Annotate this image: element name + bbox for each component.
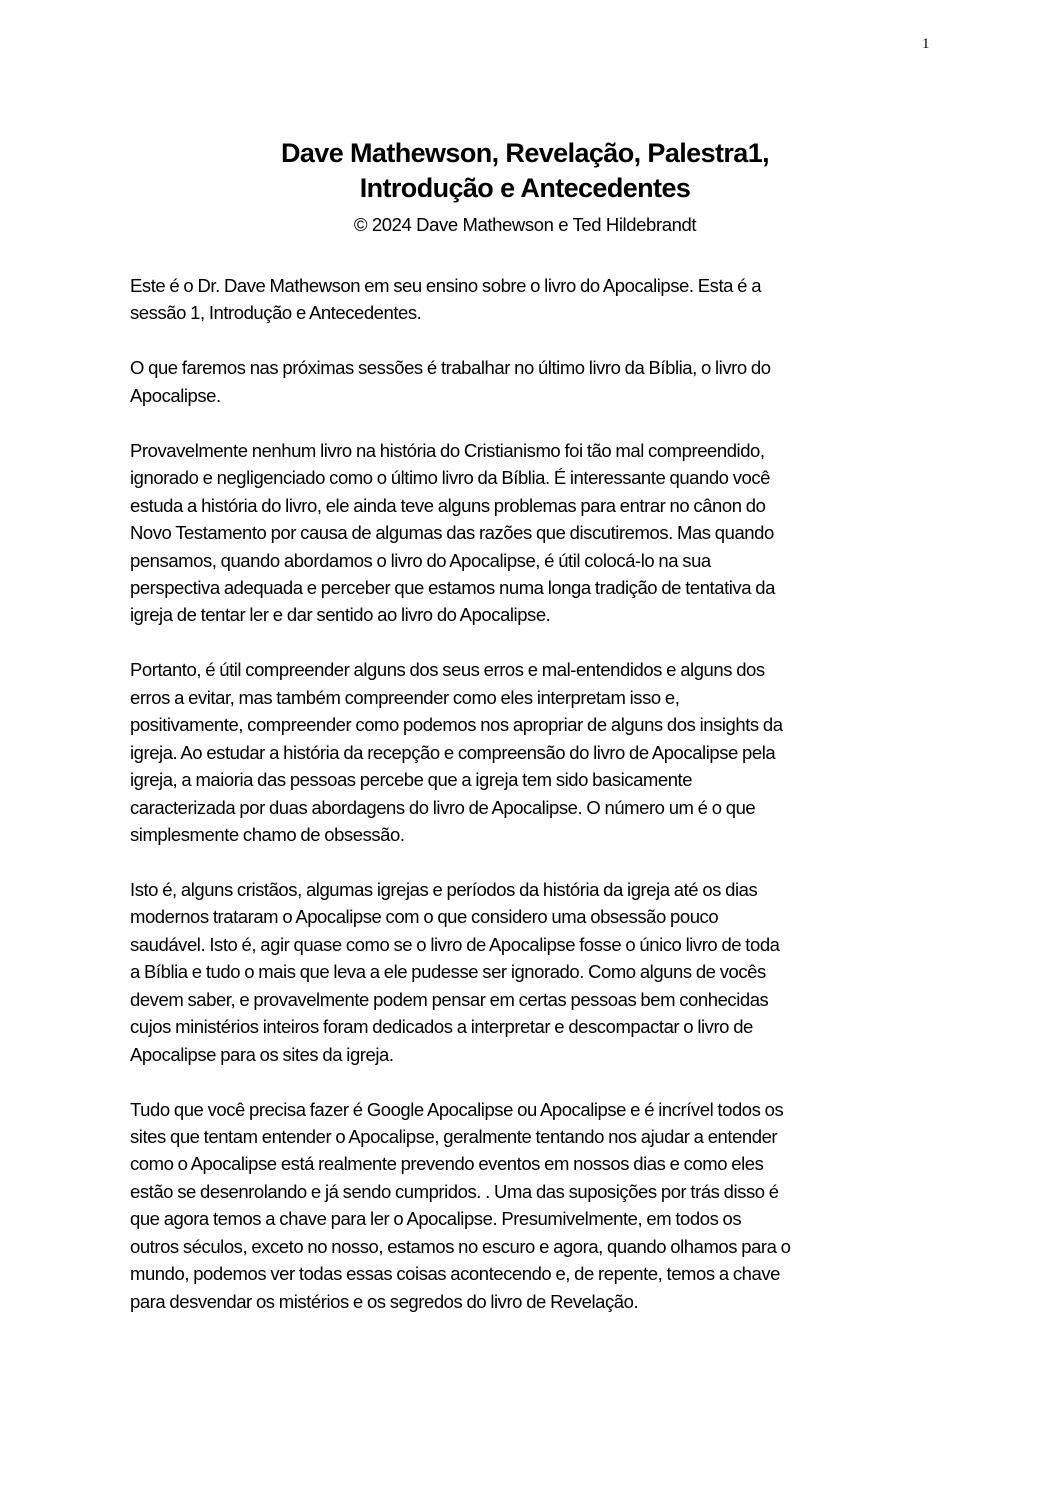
page-number: 1	[922, 36, 930, 52]
text-line: devem saber, e provavelmente podem pensar em certas pessoas bem conhecidas	[130, 988, 769, 1010]
text-line: perspectiva adequada e perceber que estamos numa longa tradição de tentativa da	[130, 576, 775, 598]
text-line: a Bíblia e tudo o mais que leva a ele pudesse ser ignorado. Como alguns de vocês	[130, 961, 766, 983]
text-line: Portanto, é útil compreender alguns dos seus erros e mal-entendidos e alguns dos	[130, 659, 765, 681]
paragraph	[130, 272, 950, 327]
text-line: Provavelmente nenhum livro na história do Cristianismo foi tão mal compreendido,	[130, 439, 765, 461]
text-line: Este é o Dr. Dave Mathewson em seu ensino sobre o livro do Apocalipse. Esta é a	[130, 275, 762, 296]
text-line: O que faremos nas próximas sessões é trabalhar no último livro da Bíblia, o livro do	[130, 357, 771, 379]
text-line: Novo Testamento por causa de algumas das razões que discutiremos. Mas quando	[130, 522, 774, 544]
text-line: cujos ministérios inteiros foram dedicados a interpretar e descompactar o livro de	[130, 1016, 753, 1038]
paragraph	[130, 1096, 950, 1316]
text-line: saudável. Isto é, agir quase como se o livro de Apocalipse fosse o único livro de toda	[130, 933, 780, 955]
text-line: igreja. Ao estudar a história da recepção e compreensão do livro de Apocalipse pela	[130, 741, 776, 763]
text-line: como o Apocalipse está realmente prevendo eventos em nossos dias e como eles	[130, 1153, 764, 1175]
text-line: positivamente, compreender como podemos nos apropriar de alguns dos insights da	[130, 714, 783, 736]
text-line: erros a evitar, mas também compreender como eles interpretam isso e,	[130, 686, 680, 708]
text-line: Isto é, alguns cristãos, algumas igrejas e períodos da história da igreja até os dias	[130, 878, 758, 900]
document-body	[130, 272, 950, 1343]
text-line: igreja, a maioria das pessoas percebe que a igreja tem sido basicamente	[130, 769, 693, 791]
text-line: pensamos, quando abordamos o livro do Apocalipse, é útil colocá-lo na sua	[130, 549, 711, 571]
text-line: estuda a história do livro, ele ainda teve alguns problemas para entrar no cânon do	[130, 494, 766, 516]
document-title-line-1: Dave Mathewson, Revelação, Palestra1,	[280, 138, 770, 168]
text-line: modernos trataram o Apocalipse com o que considero uma obsessão pouco	[130, 906, 719, 928]
paragraph	[130, 656, 950, 848]
text-line: simplesmente chamo de obsessão.	[130, 824, 405, 846]
paragraph	[130, 876, 950, 1068]
text-line: ignorado e negligenciado como o último livro da Bíblia. É interessante quando você	[130, 467, 770, 489]
copyright-line: © 2024 Dave Mathewson e Ted Hildebrandt	[353, 214, 697, 235]
document-title-line-2: Introdução e Antecedentes	[359, 173, 691, 203]
text-line: estão se desenrolando e já sendo cumpridos. . Uma das suposições por trás disso é	[130, 1180, 779, 1202]
paragraph	[130, 437, 950, 629]
text-line: sites que tentam entender o Apocalipse, geralmente tentando nos ajudar a entender	[130, 1125, 778, 1147]
text-line: sessão 1, Introdução e Antecedentes.	[130, 302, 422, 324]
text-line: Apocalipse.	[130, 384, 221, 406]
paragraph	[130, 354, 950, 409]
text-line: Tudo que você precisa fazer é Google Apocalipse ou Apocalipse e é incrível todos os	[130, 1098, 784, 1120]
text-line: para desvendar os mistérios e os segredos do livro de Revelação.	[130, 1290, 639, 1312]
text-line: que agora temos a chave para ler o Apocalipse. Presumivelmente, em todos os	[130, 1208, 742, 1230]
text-line: Apocalipse para os sites da igreja.	[130, 1043, 394, 1065]
text-line: mundo, podemos ver todas essas coisas acontecendo e, de repente, temos a chave	[130, 1263, 780, 1285]
text-line: outros séculos, exceto no nosso, estamos no escuro e agora, quando olhamos para o	[130, 1235, 791, 1257]
text-line: igreja de tentar ler e dar sentido ao livro do Apocalipse.	[130, 604, 551, 626]
text-line: caracterizada por duas abordagens do livro de Apocalipse. O número um é o que	[130, 796, 756, 818]
